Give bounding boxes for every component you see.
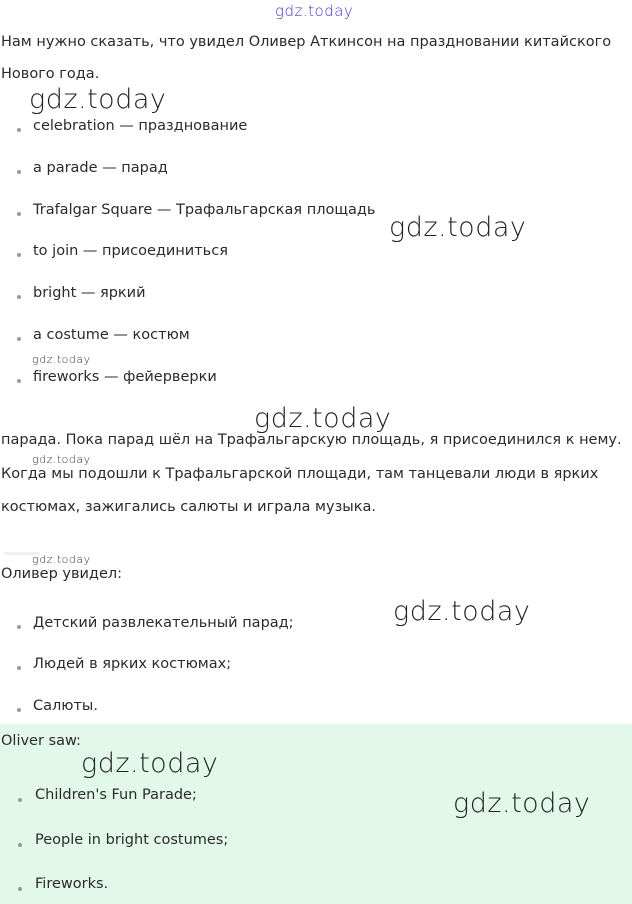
bullet: [17, 128, 21, 132]
watermark: gdz.today: [81, 748, 219, 779]
bullet: [17, 337, 21, 341]
list-item: Fireworks.: [35, 876, 109, 892]
story-line-2: Когда мы подошли к Трафальгарской площади, там танцевали люди в ярких: [1, 466, 599, 482]
watermark: gdz.today: [393, 596, 531, 627]
list-item: Children's Fun Parade;: [35, 787, 197, 803]
bullet: [17, 708, 21, 712]
bullet: [18, 798, 22, 802]
list-item: fireworks — фейерверки: [33, 369, 217, 385]
list-item: People in bright costumes;: [35, 832, 229, 848]
bullet: [17, 379, 21, 383]
list-item: Салюты.: [33, 698, 98, 714]
watermark: gdz.today: [254, 403, 392, 434]
story-line-1: парада. Пока парад шёл на Трафальгарскую площадь, я присоединился к нему.: [1, 432, 622, 448]
english-answer-heading: Oliver saw:: [1, 733, 81, 749]
list-item: bright — яркий: [33, 285, 146, 301]
bullet: [17, 625, 21, 629]
watermark: gdz.today: [32, 353, 91, 366]
list-item: celebration — празднование: [33, 118, 248, 134]
list-item: to join — присоединиться: [33, 243, 228, 259]
bullet: [17, 295, 21, 299]
bullet: [17, 212, 21, 216]
story-line-3: костюмах, зажигались салюты и играла музыка.: [1, 499, 376, 515]
watermark-top: gdz.today: [275, 2, 354, 20]
intro-line-1: Нам нужно сказать, что увидел Оливер Аткинсон на праздновании китайского: [1, 34, 612, 50]
watermark: gdz.today: [389, 212, 527, 243]
list-item: Детский развлекательный парад;: [33, 615, 294, 631]
bullet: [17, 170, 21, 174]
russian-answer-heading: Оливер увидел:: [1, 566, 123, 582]
list-item: Людей в ярких костюмах;: [33, 656, 232, 672]
bullet: [18, 843, 22, 847]
watermark: gdz.today: [32, 553, 91, 566]
bullet: [18, 887, 22, 891]
watermark: gdz.today: [32, 453, 91, 466]
list-item: a costume — костюм: [33, 327, 190, 343]
watermark: gdz.today: [29, 84, 167, 115]
watermark: gdz.today: [453, 788, 591, 819]
bullet: [17, 666, 21, 670]
bullet: [17, 253, 21, 257]
list-item: a parade — парад: [33, 160, 168, 176]
intro-line-2: Нового года.: [1, 66, 100, 82]
list-item: Trafalgar Square — Трафальгарская площадь: [33, 202, 376, 218]
